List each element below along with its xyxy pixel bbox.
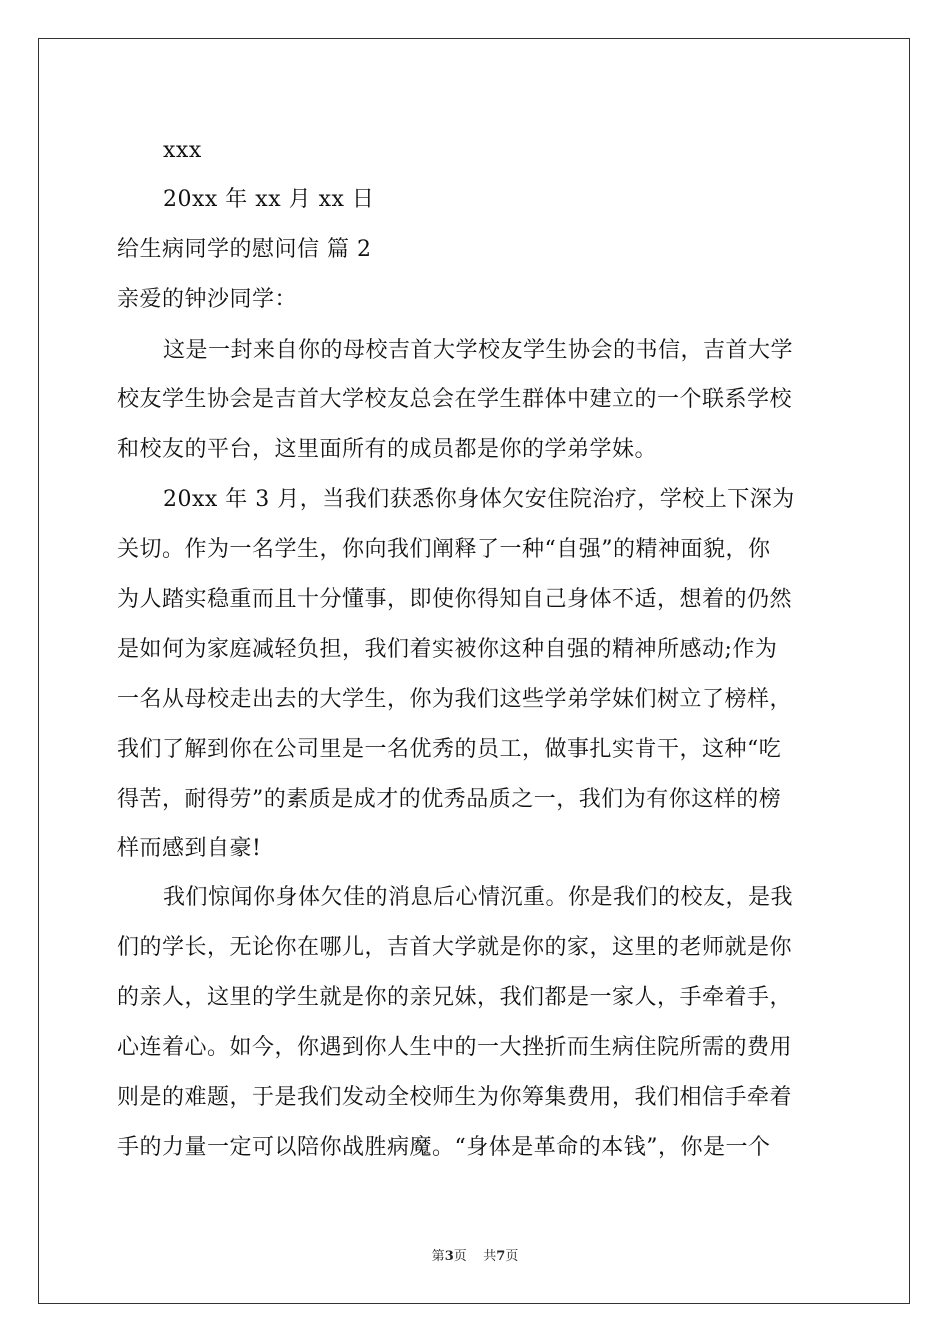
body-line: 和校友的平台，这里面所有的成员都是你的学弟学妹。 [117, 437, 658, 462]
footer-prefix: 第 [431, 1249, 445, 1264]
body-line: 一名从母校走出去的大学生，你为我们这些学弟学妹们树立了榜样， [117, 687, 793, 712]
body-line: 我们了解到你在公司里是一名优秀的员工，做事扎实肯干，这种“吃 [117, 737, 782, 762]
page-border [38, 38, 910, 1304]
signature: xxx [163, 138, 202, 163]
footer-page-number: 3 [444, 1249, 454, 1264]
footer-suffix: 页 [505, 1249, 519, 1264]
body-line: 样而感到自豪! [117, 836, 262, 861]
footer-total-pages: 7 [496, 1249, 506, 1264]
body-line: 为人踏实稳重而且十分懂事，即使你得知自己身体不适，想着的仍然 [117, 587, 793, 612]
footer-mid: 页 共 [453, 1249, 497, 1264]
body-line: 手的力量一定可以陪你战胜病魔。“身体是革命的本钱”，你是一个 [117, 1135, 771, 1160]
body-line: 是如何为家庭减轻负担，我们着实被你这种自强的精神所感动;作为 [117, 637, 778, 662]
body-line: 心连着心。如今，你遇到你人生中的一大挫折而生病住院所需的费用 [117, 1035, 793, 1060]
body-line: 得苦，耐得劳”的素质是成才的优秀品质之一，我们为有你这样的榜 [117, 787, 782, 812]
body-line: 我们惊闻你身体欠佳的消息后心情沉重。你是我们的校友，是我 [163, 885, 794, 910]
page-footer [0, 1249, 950, 1265]
body-line: 们的学长，无论你在哪儿，吉首大学就是你的家，这里的老师就是你 [117, 935, 793, 960]
body-line: 校友学生协会是吉首大学校友总会在学生群体中建立的一个联系学校 [117, 387, 793, 412]
section-title: 给生病同学的慰问信 篇 2 [117, 237, 372, 262]
body-line: 20xx 年 3 月，当我们获悉你身体欠安住院治疗，学校上下深为 [163, 487, 795, 512]
body-line: 则是的难题，于是我们发动全校师生为你筹集费用，我们相信手牵着 [117, 1085, 793, 1110]
salutation: 亲爱的钟沙同学： [117, 287, 298, 312]
body-line: 关切。作为一名学生，你向我们阐释了一种“自强”的精神面貌，你 [117, 537, 771, 562]
date: 20xx 年 xx 月 xx 日 [163, 187, 375, 212]
body-line: 的亲人，这里的学生就是你的亲兄妹，我们都是一家人，手牵着手， [117, 985, 793, 1010]
body-line: 这是一封来自你的母校吉首大学校友学生协会的书信，吉首大学 [163, 338, 794, 363]
